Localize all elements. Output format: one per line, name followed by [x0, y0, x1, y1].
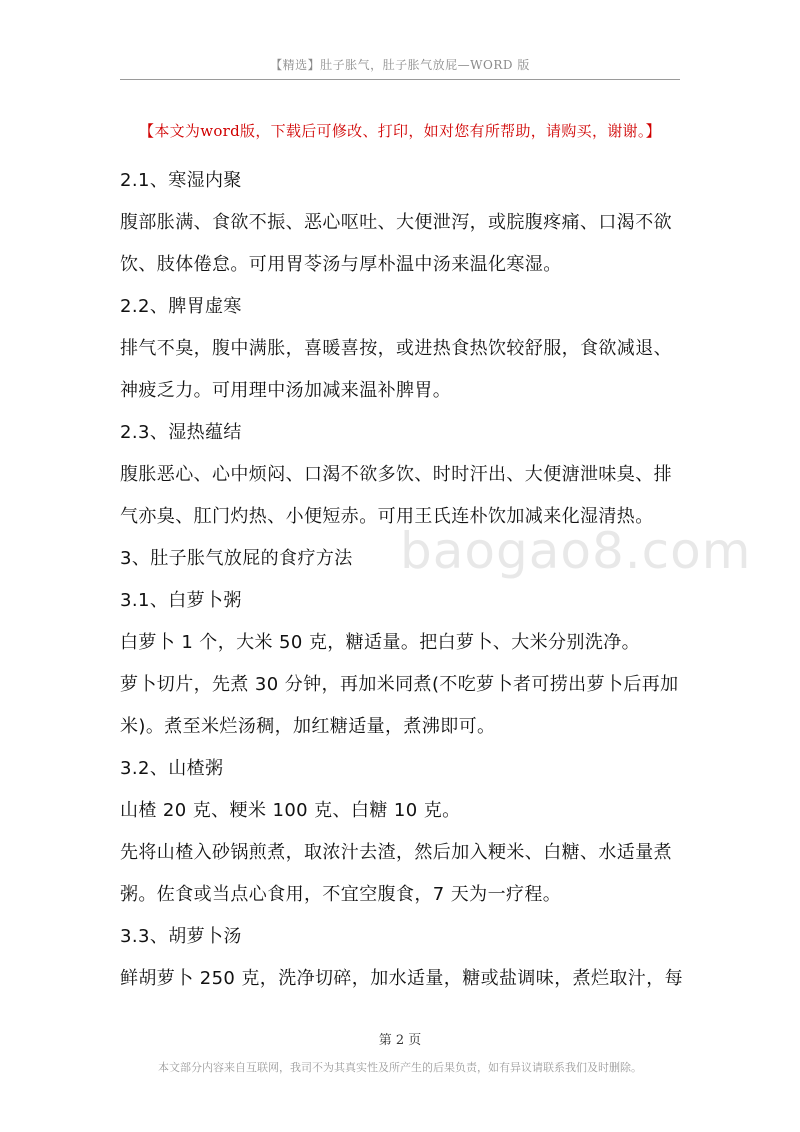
- text-line: 2.2、脾胃虚寒: [120, 296, 242, 317]
- text-line: 3、肚子胀气放屁的食疗方法: [120, 548, 353, 569]
- paragraph: [120, 798, 690, 824]
- paragraph: [120, 630, 690, 656]
- text-line: 2.3、湿热蕴结: [120, 422, 242, 443]
- paragraph: [120, 672, 690, 740]
- paragraph: [120, 840, 690, 908]
- section-heading: [120, 924, 690, 950]
- page-number: 第 2 页: [378, 1033, 422, 1048]
- text-line: 鲜胡萝卜 250 克，洗净切碎，加水适量，糖或盐调味，煮烂取汁，每: [120, 968, 683, 989]
- text-line: 先将山楂入砂锅煎煮，取浓汁去渣，然后加入粳米、白糖、水适量煮: [120, 842, 672, 863]
- text-line: 排气不臭，腹中满胀，喜暖喜按，或进热食热饮较舒服，食欲减退、: [120, 338, 672, 359]
- section-heading: [120, 294, 690, 320]
- text-line: 粥。佐食或当点心食用，不宜空腹食，7 天为一疗程。: [120, 884, 562, 905]
- text-line: 3.1、白萝卜粥: [120, 590, 242, 611]
- text-line: 山楂 20 克、粳米 100 克、白糖 10 克。: [120, 800, 461, 821]
- text-line: 米)。煮至米烂汤稠，加红糖适量，煮沸即可。: [120, 716, 496, 737]
- document-body: [120, 160, 690, 1008]
- footer-disclaimer: 本文部分内容来自互联网，我司不为其真实性及所产生的后果负责，如有异议请联系我们及时删除。: [158, 1061, 642, 1074]
- page-header: 【精选】肚子胀气，肚子胀气放屁—WORD 版: [270, 58, 530, 72]
- text-line: 白萝卜 1 个，大米 50 克，糖适量。把白萝卜、大米分别洗净。: [120, 632, 641, 653]
- paragraph: [120, 210, 690, 278]
- word-version-notice: 【本文为word版，下载后可修改、打印，如对您有所帮助，请购买，谢谢。】: [139, 122, 661, 140]
- section-heading: [120, 420, 690, 446]
- text-line: 气亦臭、肛门灼热、小便短赤。可用王氏连朴饮加减来化湿清热。: [120, 506, 654, 527]
- watermark: baogao8.com: [400, 522, 752, 580]
- section-heading: [120, 546, 690, 572]
- text-line: 3.3、胡萝卜汤: [120, 926, 242, 947]
- text-line: 神疲乏力。可用理中汤加减来温补脾胃。: [120, 380, 452, 401]
- section-heading: [120, 588, 690, 614]
- header-divider: [120, 79, 680, 80]
- text-line: 萝卜切片，先煮 30 分钟，再加米同煮(不吃萝卜者可捞出萝卜后再加: [120, 674, 679, 695]
- paragraph: [120, 966, 690, 992]
- text-line: 腹部胀满、食欲不振、恶心呕吐、大便泄泻，或脘腹疼痛、口渴不欲: [120, 212, 672, 233]
- section-heading: [120, 756, 690, 782]
- section-heading: [120, 168, 690, 194]
- text-line: 饮、肢体倦怠。可用胃苓汤与厚朴温中汤来温化寒湿。: [120, 254, 562, 275]
- text-line: 2.1、寒湿内聚: [120, 170, 242, 191]
- text-line: 3.2、山楂粥: [120, 758, 224, 779]
- text-line: 腹胀恶心、心中烦闷、口渴不欲多饮、时时汗出、大便溏泄味臭、排: [120, 464, 672, 485]
- paragraph: [120, 462, 690, 530]
- paragraph: [120, 336, 690, 404]
